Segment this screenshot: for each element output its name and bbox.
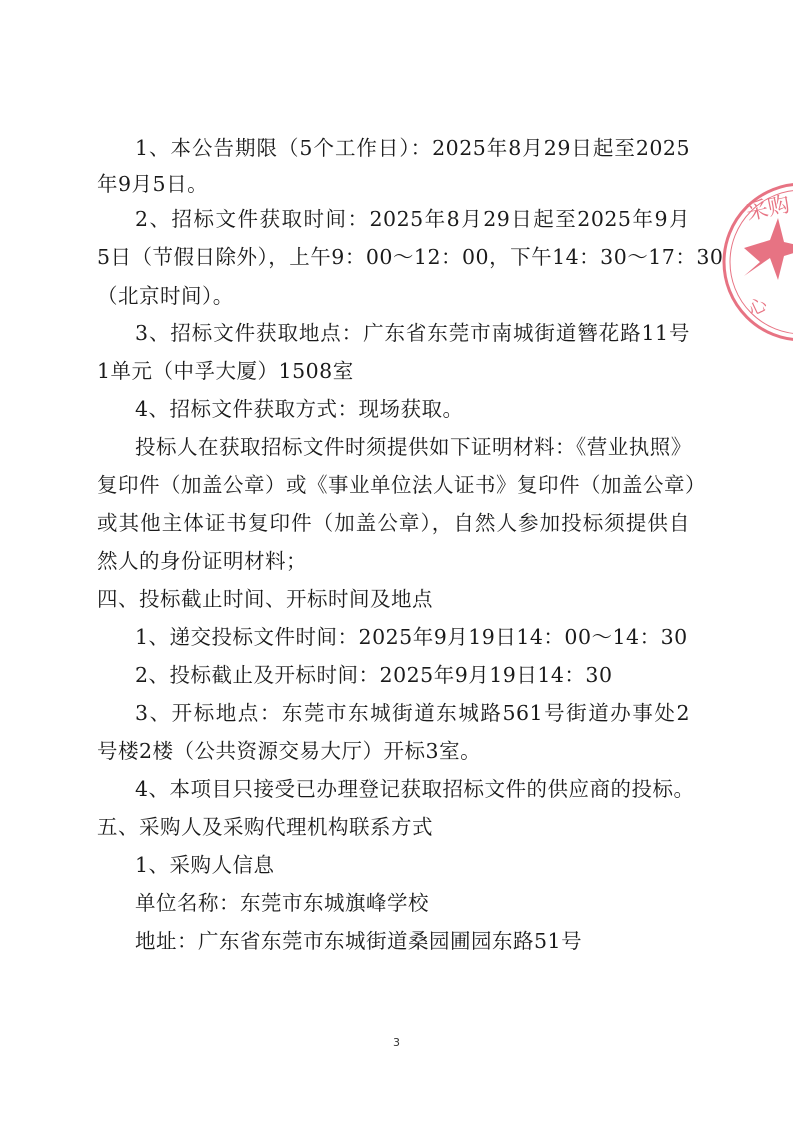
- text-line-11: 或其他主体证书复印件（加盖公章），自然人参加投标须提供自: [97, 511, 690, 535]
- text-line-1: 1、本公告期限（5个工作日）：2025年8月29日起至2025: [135, 136, 690, 160]
- page-number: 3: [393, 1036, 400, 1049]
- text-line-18: 4、本项目只接受已办理登记获取招标文件的供应商的投标。: [135, 777, 695, 801]
- section-heading-5: 五、采购人及采购代理机构联系方式: [97, 815, 433, 839]
- text-line-4: 5日（节假日除外），上午9：00～12：00，下午14：30～17：30: [97, 245, 724, 269]
- official-seal-stamp: [720, 178, 793, 348]
- section-heading-4: 四、投标截止时间、开标时间及地点: [97, 587, 433, 611]
- text-line-8: 4、招标文件获取方式：现场获取。: [135, 397, 464, 421]
- text-line-7: 1单元（中孚大厦）1508室: [97, 359, 354, 383]
- text-line-15: 2、投标截止及开标时间：2025年9月19日14：30: [135, 663, 613, 687]
- text-line-5: （北京时间）。: [97, 284, 234, 308]
- text-line-10: 复印件（加盖公章）或《事业单位法人证书》复印件（加盖公章）: [97, 473, 706, 497]
- text-line-16: 3、开标地点：东莞市东城街道东城路561号街道办事处2: [135, 701, 690, 725]
- text-line-9: 投标人在获取招标文件时须提供如下证明材料：《营业执照》: [135, 435, 692, 459]
- text-line-20: 1、采购人信息: [135, 853, 275, 877]
- text-line-21: 单位名称：东莞市东城旗峰学校: [135, 891, 429, 915]
- text-line-17: 号楼2楼（公共资源交易大厅）开标3室。: [97, 739, 482, 763]
- text-line-6: 3、招标文件获取地点：广东省东莞市南城街道簪花路11号: [135, 321, 690, 345]
- text-line-2: 年9月5日。: [97, 172, 209, 196]
- svg-text:心: 心: [745, 293, 771, 321]
- text-line-12: 然人的身份证明材料；: [97, 549, 307, 573]
- text-line-22: 地址：广东省东莞市东城街道桑园圃园东路51号: [135, 929, 583, 953]
- svg-text:采购: 采购: [744, 192, 793, 226]
- text-line-3: 2、招标文件获取时间：2025年8月29日起至2025年9月: [135, 207, 690, 231]
- text-line-14: 1、递交投标文件时间：2025年9月19日14：00～14：30: [135, 625, 688, 649]
